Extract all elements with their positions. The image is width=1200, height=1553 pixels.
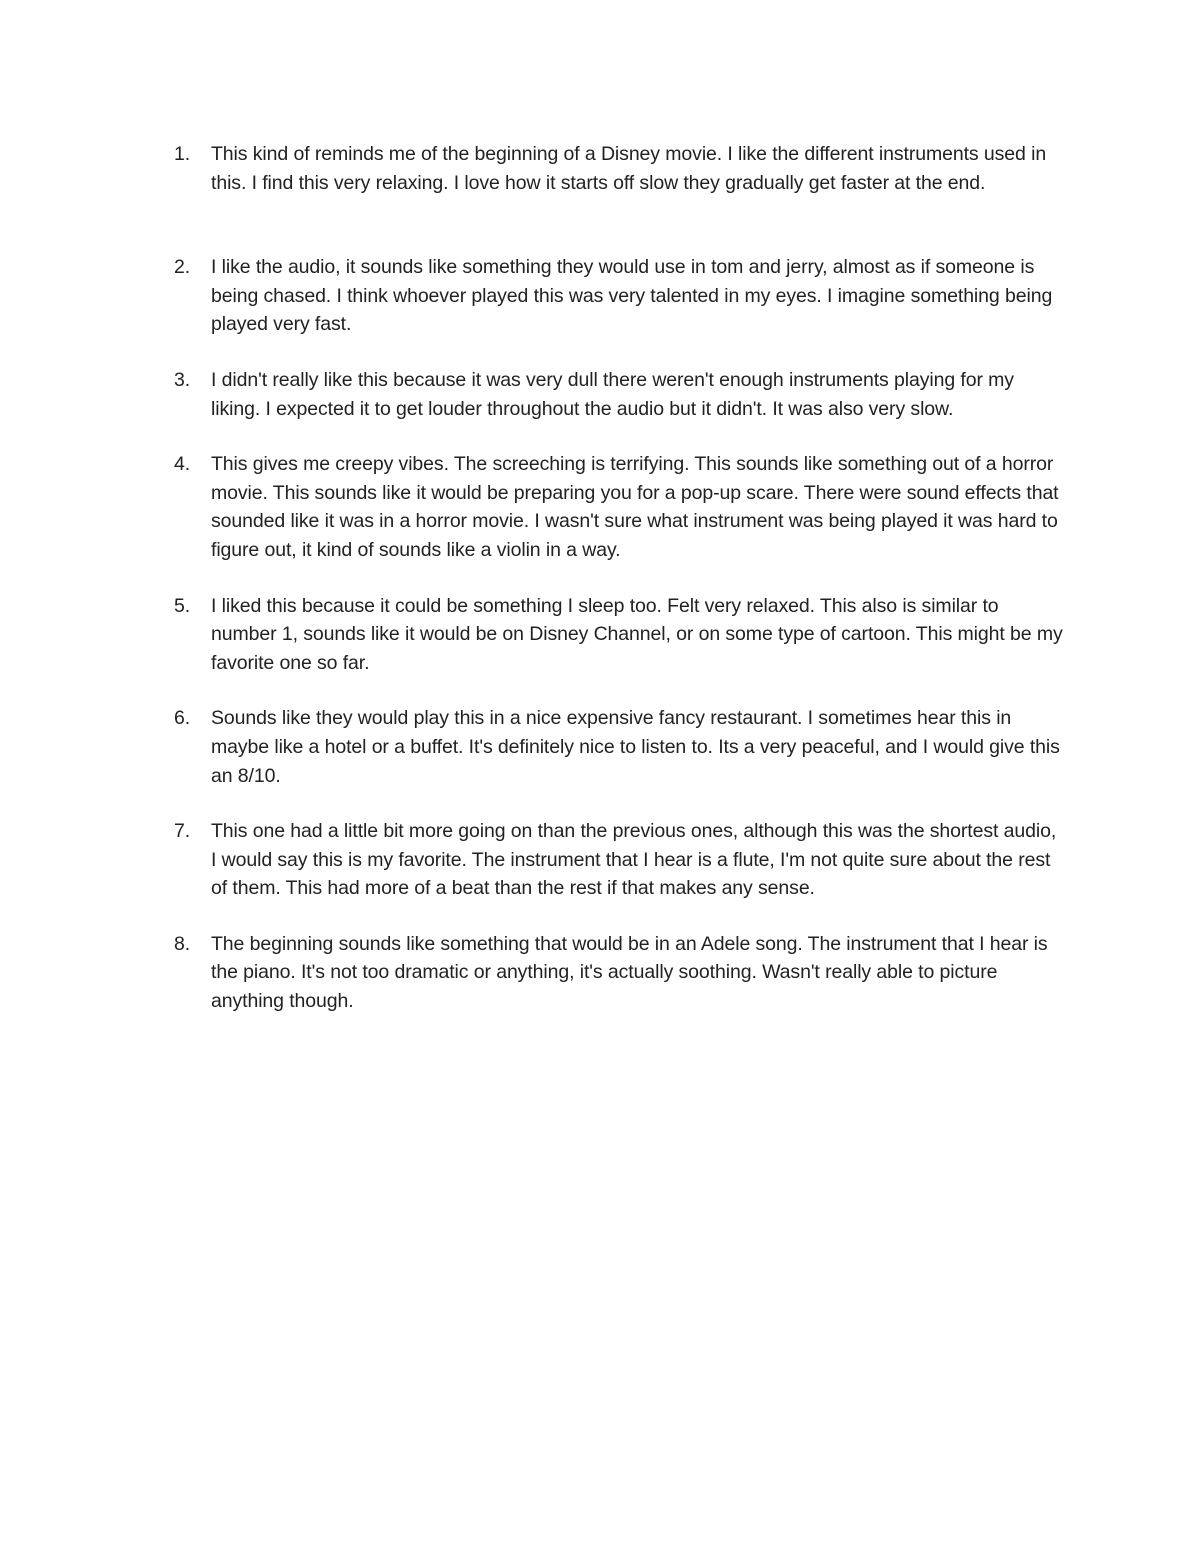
item-number: 2. [174, 256, 191, 279]
item-text: I like the audio, it sounds like something they would use in tom and jerry, almost as if someone is being chased. I think whoever played this was very talented in my eyes. I imagine something being played very fast. [211, 256, 1053, 336]
list-item [174, 592, 1064, 678]
item-number: 7. [174, 820, 191, 843]
list-item [174, 366, 1064, 423]
item-text: This one had a little bit more going on than the previous ones, although this was the shortest audio, I would say this is my favorite. The instrument that I hear is a flute, I'm not quite sure about the rest of them. This had more of a beat than the rest if that makes any sense. [211, 820, 1057, 900]
item-text: This kind of reminds me of the beginning of a Disney movie. I like the different instruments used in this. I find this very relaxing. I love how it starts off slow they gradually get faster at the end. [211, 143, 1047, 194]
list-item [174, 930, 1064, 1016]
list-item [174, 704, 1064, 790]
item-number: 8. [174, 932, 191, 955]
item-text: This gives me creepy vibes. The screeching is terrifying. This sounds like something out of a horror movie. This sounds like it would be preparing you for a pop-up scare. There were sound effects that sounded like it was in a horror movie. I wasn't sure what instrument was being played it was hard to figure out, it kind of sounds like a violin in a way. [211, 453, 1059, 561]
item-text: I liked this because it could be something I sleep too. Felt very relaxed. This also is similar to number 1, sounds like it would be on Disney Channel, or on some type of cartoon. This might be my favorite one so far. [211, 594, 1063, 674]
list-item [174, 253, 1064, 339]
item-text: The beginning sounds like something that would be in an Adele song. The instrument that I hear is the piano. It's not too dramatic or anything, it's actually soothing. Wasn't really able to picture anything though. [211, 932, 1048, 1013]
list-item [174, 817, 1064, 903]
response-list [174, 140, 1064, 1043]
item-text: Sounds like they would play this in a nice expensive fancy restaurant. I sometimes hear this in maybe like a hotel or a buffet. It's definitely nice to listen to. Its a very peaceful, and I would give this an 8/10. [211, 707, 1060, 787]
item-text: I didn't really like this because it was very dull there weren't enough instruments playing for my liking. I expected it to get louder throughout the audio but it didn't. It was also very slow. [211, 368, 1014, 420]
item-number: 6. [174, 707, 191, 730]
item-number: 5. [174, 594, 191, 617]
item-number: 3. [174, 368, 191, 391]
list-item [174, 140, 1064, 197]
item-number: 4. [174, 453, 191, 476]
item-number: 1. [174, 143, 191, 165]
list-item [174, 450, 1064, 564]
